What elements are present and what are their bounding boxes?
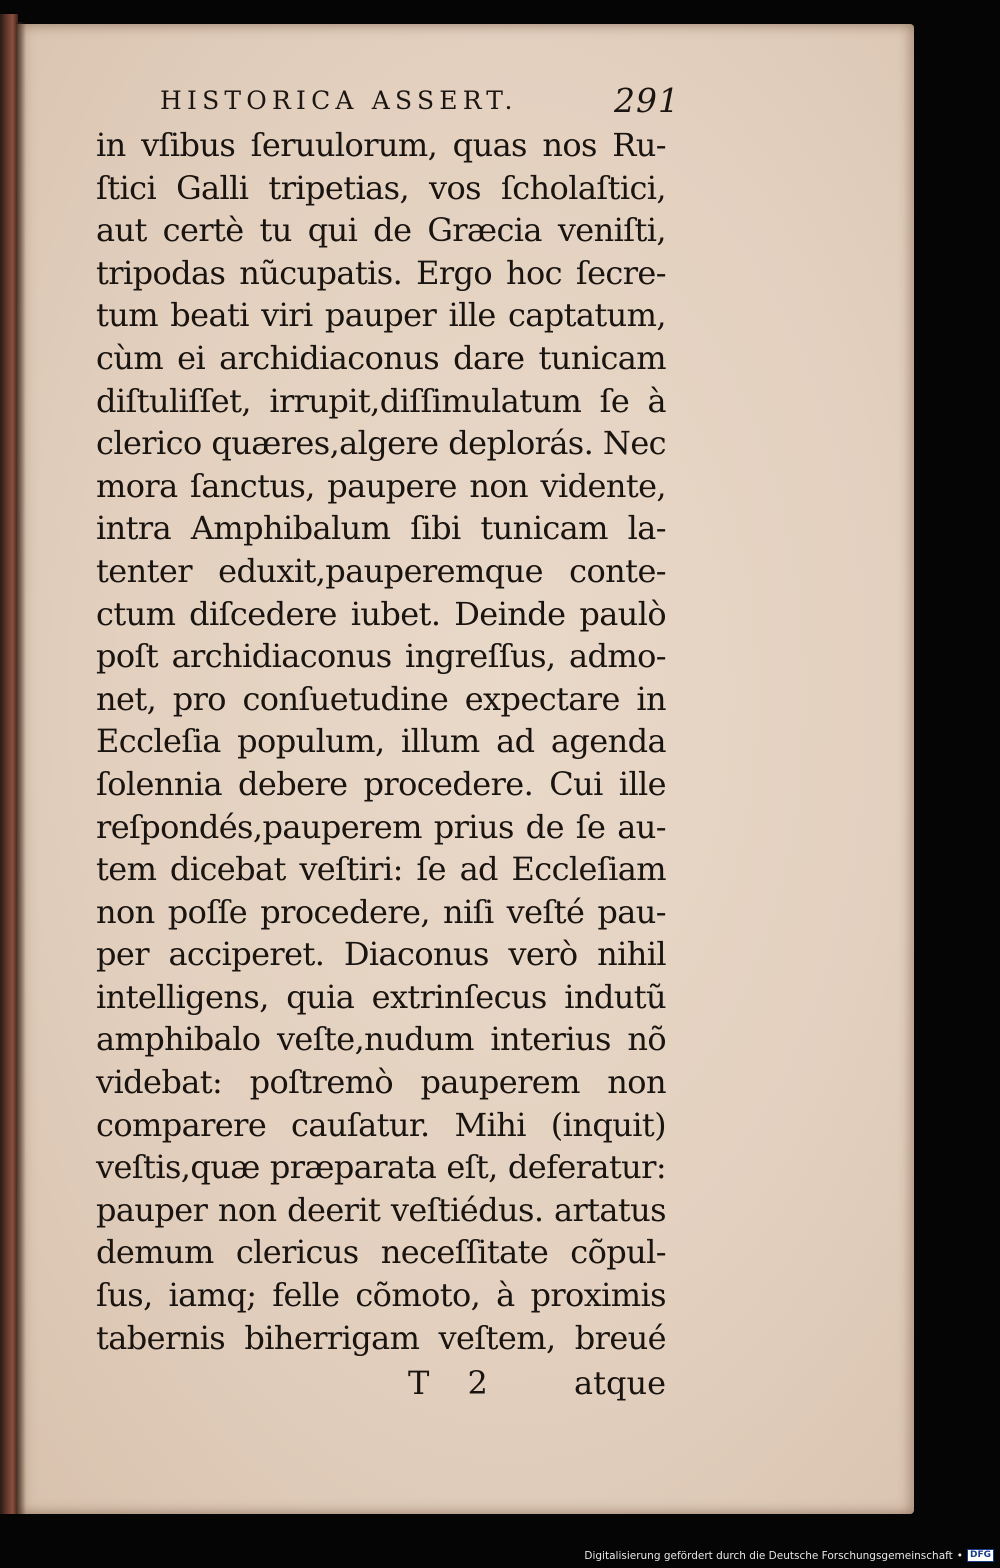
text-line: in vſibus ſeruulorum, quas nos Ru- (96, 126, 666, 164)
text-line: non poſſe procedere, niſi veſté pau- (96, 892, 666, 931)
text-line: clerico quæres,algere deplorás. Nec (96, 424, 666, 463)
credit-separator: • (956, 1549, 963, 1562)
running-title: HISTORICA ASSERT. (160, 86, 518, 115)
text-line: intelligens, quia extrinſecus indutũ (96, 977, 666, 1016)
text-line: tum beati viri pauper ille captatum, (96, 296, 666, 335)
book-page (16, 24, 914, 1514)
text-line: tabernis biherrigam veſtem, breué (96, 1318, 666, 1357)
digitization-credit (584, 1549, 994, 1562)
page-number: 291 (614, 81, 680, 120)
page-footer (96, 1364, 666, 1408)
text-line: demum clericus neceſſitate cõpul- (96, 1233, 666, 1272)
text-line: pauper non deerit veſtiédus. artatus (96, 1190, 666, 1229)
text-line: ſtici Galli tripetias, vos ſcholaſtici, (96, 168, 666, 207)
text-line: reſpondés,pauperem prius de ſe au- (96, 807, 666, 846)
credit-text: Digitalisierung gefördert durch die Deutsche Forschungsgemeinschaft (584, 1549, 953, 1562)
text-line: net, pro conſuetudine expectare in (96, 679, 666, 718)
text-line: veſtis,quæ præparata eſt, deferatur: (96, 1148, 666, 1187)
text-line: amphibalo veſte,nudum interius nõ (96, 1020, 666, 1059)
text-line: videbat: poſtremò pauperem non (96, 1063, 666, 1102)
text-block (96, 124, 666, 1359)
text-line: comparere cauſatur. Mihi (inquit) (96, 1105, 666, 1144)
text-line: tem dicebat veſtiri: ſe ad Eccleſiam (96, 850, 666, 889)
catchword: atque (574, 1364, 666, 1402)
text-line: aut certè tu qui de Græcia veniſti, (96, 211, 666, 250)
text-line: cùm ei archidiaconus dare tunicam (96, 338, 666, 377)
signature-mark: T 2 (408, 1364, 502, 1402)
text-line: diſtuliſſet, irrupit,diſſimulatum ſe à (96, 381, 666, 420)
text-line: ctum diſcedere iubet. Deinde paulò (96, 594, 666, 633)
gutter-shadow (16, 22, 26, 1514)
text-line: tripodas nũcupatis. Ergo hoc ſecre- (96, 253, 666, 292)
text-line: per acciperet. Diaconus verò nihil (96, 935, 666, 974)
text-line: poſt archidiaconus ingreſſus, admo- (96, 637, 666, 676)
text-line: Eccleſia populum, illum ad agenda (96, 722, 666, 761)
text-line: intra Amphibalum ſibi tunicam la- (96, 509, 666, 548)
text-line: tenter eduxit,pauperemque conte- (96, 551, 666, 590)
text-line: ſus, iamq; felle cõmoto, à proximis (96, 1276, 666, 1315)
text-line: mora ſanctus, paupere non vidente, (96, 466, 666, 505)
text-line: ſolennia debere procedere. Cui ille (96, 764, 666, 803)
dfg-logo-icon: DFG (967, 1549, 994, 1562)
running-head (160, 81, 680, 120)
